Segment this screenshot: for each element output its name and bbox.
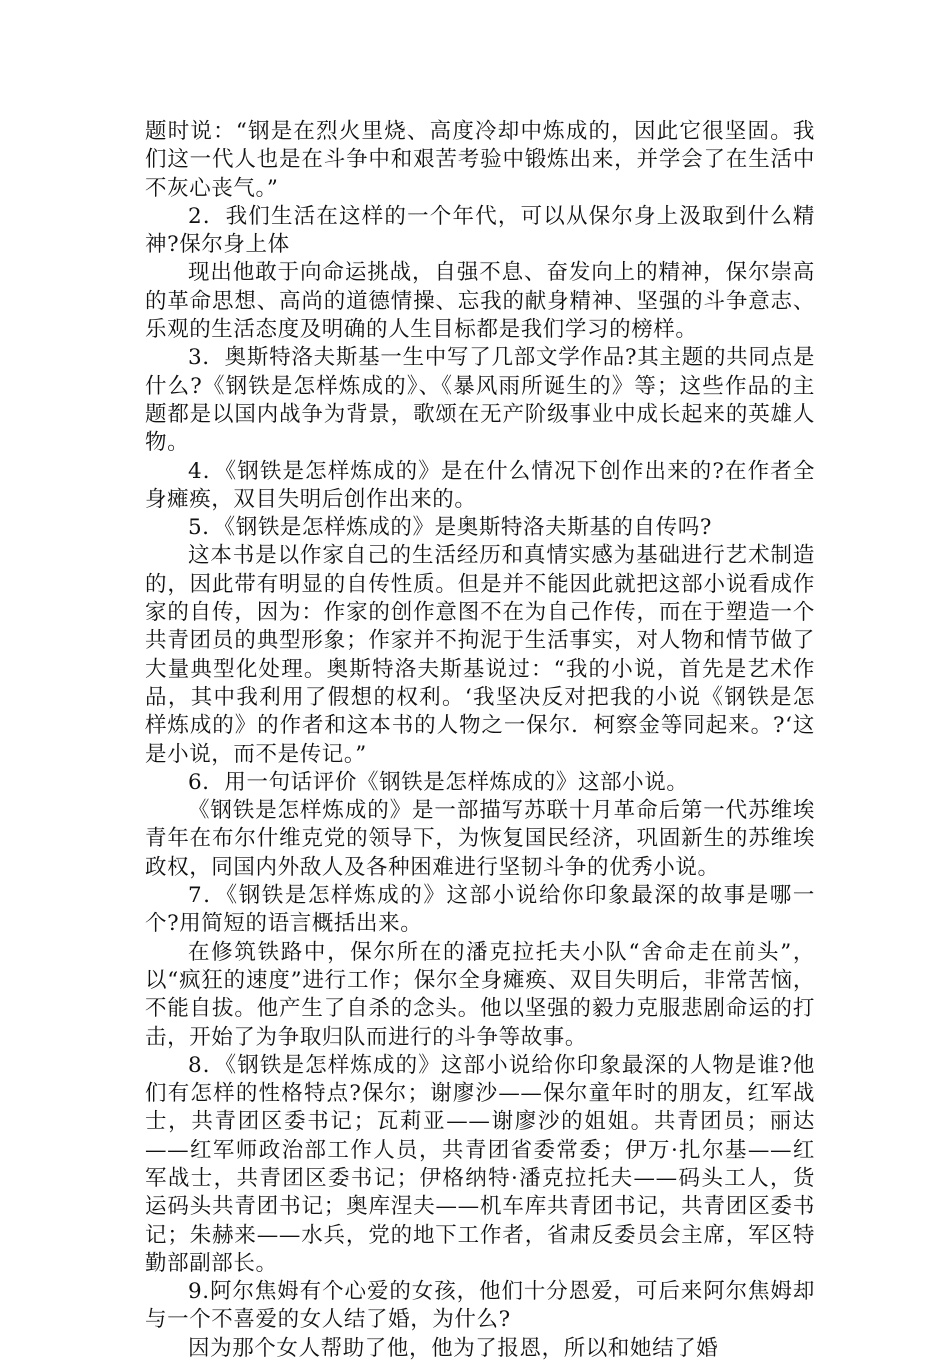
paragraph-question-6: 6．用一句话评价《钢铁是怎样炼成的》这部小说。 xyxy=(188,769,689,795)
paragraph-question-7: 7．《钢铁是怎样炼成的》这部小说给你印象最深的故事是哪一个?用简短的语言概括出来。 xyxy=(145,883,815,937)
paragraph-answer-5: 这本书是以作家自己的生活经历和真情实感为基础进行艺术制造的，因此带有明显的自传性质。但是并不能因此就把这部小说看成作家的自传，因为：作家的创作意图不在为自己作传，而在于塑造一个共青团员的典型形象；作家并不拘泥于生活事实，对人物和情节做了大量典型化处理。奥斯特洛夫斯基说过：“我的小说，首先是艺术作品，其中我利用了假想的权利。‘我坚决反对把我的小说《钢铁是怎样炼成的》的作者和这本书的人物之一保尔．柯察金等同起来。?‘这是小说，而不是传记。” xyxy=(145,543,815,767)
paragraph-question-2: 2．我们生活在这样的一个年代，可以从保尔身上汲取到什么精神?保尔身上体 xyxy=(145,203,815,258)
paragraph-question-3: 3．奥斯特洛夫斯基一生中写了几部文学作品?其主题的共同点是什么?《钢铁是怎样炼成的》、《暴风雨所诞生的》等；这些作品的主题都是以国内战争为背景，歌颂在无产阶级事业中成长起来的英雄人物。 xyxy=(145,345,815,456)
document-body xyxy=(145,118,815,1363)
paragraph-question-9: 9.阿尔焦姆有个心爱的女孩，他们十分恩爱，可后来阿尔焦姆却与一个不喜爱的女人结了婚，为什么? xyxy=(145,1279,815,1333)
paragraph-answer-9: 因为那个女人帮助了他，他为了报恩，所以和她结了婚 xyxy=(188,1335,719,1361)
paragraph-answer-2: 现出他敢于向命运挑战，自强不息、奋发向上的精神，保尔崇高的革命思想、高尚的道德情操、忘我的献身精神、坚强的斗争意志、乐观的生活态度及明确的人生目标都是我们学习的榜样。 xyxy=(145,260,815,343)
paragraph-answer-7: 在修筑铁路中，保尔所在的潘克拉托夫小队“舍命走在前头”，以“疯狂的速度”进行工作；保尔全身瘫痪、双目失明后，非常苦恼，不能自拔。他产生了自杀的念头。他以坚强的毅力克服悲剧命运的打击，开始了为争取归队而进行的斗争等故事。 xyxy=(145,939,815,1050)
paragraph-answer-6: 《钢铁是怎样炼成的》是一部描写苏联十月革命后第一代苏维埃青年在布尔什维克党的领导下，为恢复国民经济，巩固新生的苏维埃政权，同国内外敌人及各种困难进行坚韧斗争的优秀小说。 xyxy=(145,798,815,880)
paragraph-question-5: 5．《钢铁是怎样炼成的》是奥斯特洛夫斯基的自传吗? xyxy=(188,515,712,541)
paragraph-question-8: 8．《钢铁是怎样炼成的》这部小说给你印象最深的人物是谁?他们有怎样的性格特点?保尔；谢廖沙——保尔童年时的朋友，红军战士，共青团区委书记；瓦莉亚——谢廖沙的姐姐。共青团员；丽达——红军师政治部工作人员，共青团省委常委；伊万·扎尔基——红军战士，共青团区委书记；伊格纳特·潘克拉托夫——码头工人，货运码头共青团书记；奥库涅夫——机车库共青团书记，共青团区委书记；朱赫来——水兵，党的地下工作者，省肃反委员会主席，军区特勤部副部长。 xyxy=(145,1052,815,1276)
paragraph-question-4: 4．《钢铁是怎样炼成的》是在什么情况下创作出来的?在作者全身瘫痪，双目失明后创作出来的。 xyxy=(145,458,815,512)
paragraph-intro-quote: 题时说：“钢是在烈火里烧、高度冷却中炼成的，因此它很坚固。我们这一代人也是在斗争中和艰苦考验中锻炼出来，并学会了在生活中不灰心丧气。” xyxy=(145,119,815,201)
